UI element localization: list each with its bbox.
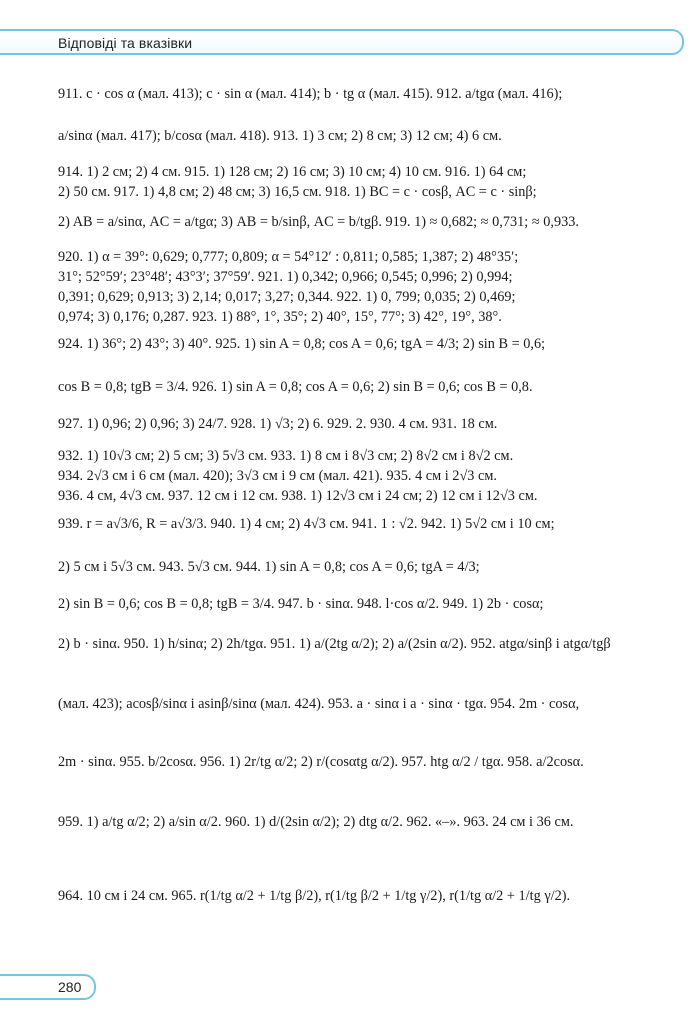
page-number: 280 bbox=[58, 979, 82, 995]
answer-line: 2) AB = a/sinα, AC = a/tgα; 3) AB = b/sinβ, AC = b/tgβ. 919. 1) ≈ 0,682; ≈ 0,731; ≈ 0,933. bbox=[58, 214, 579, 230]
answer-line: 2) 5 см і 5√3 см. 943. 5√3 см. 944. 1) sin A = 0,8; cos A = 0,6; tgA = 4/3; bbox=[58, 559, 480, 575]
answer-line: 2m · sinα. 955. b/2cosα. 956. 1) 2r/tg α/2; 2) r/(cosαtg α/2). 957. htg α/2 / tgα. 958. a/2cosα. bbox=[58, 754, 584, 770]
section-title: Відповіді та вказівки bbox=[58, 35, 193, 51]
answer-line: 2) b · sinα. 950. 1) h/sinα; 2) 2h/tgα. 951. 1) a/(2tg α/2); 2) a/(2sin α/2). 952. atgα/sinβ і atgα/tgβ bbox=[58, 636, 611, 652]
answer-line: 914. 1) 2 см; 2) 4 см. 915. 1) 128 см; 2) 16 см; 3) 10 см; 4) 10 см. 916. 1) 64 см; bbox=[58, 164, 527, 180]
answer-line: 911. c · cos α (мал. 413); c · sin α (мал. 414); b · tg α (мал. 415). 912. a/tgα (мал. 416); bbox=[58, 86, 563, 102]
answer-line: (мал. 423); acosβ/sinα і asinβ/sinα (мал. 424). 953. a · sinα і a · sinα · tgα. 954. 2m · cosα, bbox=[58, 696, 580, 712]
header-bar bbox=[0, 29, 684, 55]
answer-line: 936. 4 см, 4√3 см. 937. 12 см і 12 см. 938. 1) 12√3 см і 24 см; 2) 12 см і 12√3 см. bbox=[58, 488, 538, 504]
answer-line: 932. 1) 10√3 см; 2) 5 см; 3) 5√3 см. 933. 1) 8 см і 8√3 см; 2) 8√2 см і 8√2 см. bbox=[58, 448, 514, 464]
answer-line: 964. 10 см і 24 см. 965. r(1/tg α/2 + 1/tg β/2), r(1/tg β/2 + 1/tg γ/2), r(1/tg α/2 + 1/tg γ/2). bbox=[58, 888, 571, 904]
answer-line: 31°; 52°59′; 23°48′; 43°3′; 37°59′. 921. 1) 0,342; 0,966; 0,545; 0,996; 2) 0,994; bbox=[58, 269, 513, 285]
answer-line: 939. r = a√3/6, R = a√3/3. 940. 1) 4 см; 2) 4√3 см. 941. 1 : √2. 942. 1) 5√2 см і 10 см; bbox=[58, 516, 555, 532]
page-number-tab bbox=[0, 974, 96, 1000]
answer-line: 2) sin B = 0,6; cos B = 0,8; tgB = 3/4. 947. b · sinα. 948. l·cos α/2. 949. 1) 2b · cosα; bbox=[58, 596, 544, 612]
answer-line: 959. 1) a/tg α/2; 2) a/sin α/2. 960. 1) d/(2sin α/2); 2) dtg α/2. 962. «–». 963. 24 см і 36 см. bbox=[58, 814, 574, 830]
answer-line: 924. 1) 36°; 2) 43°; 3) 40°. 925. 1) sin A = 0,8; cos A = 0,6; tgA = 4/3; 2) sin B = 0,6; bbox=[58, 336, 546, 352]
answer-line: 920. 1) α = 39°: 0,629; 0,777; 0,809; α = 54°12′ : 0,811; 0,585; 1,387; 2) 48°35′; bbox=[58, 249, 519, 265]
answer-line: 934. 2√3 см і 6 см (мал. 420); 3√3 см і 9 см (мал. 421). 935. 4 см і 2√3 см. bbox=[58, 468, 497, 484]
answer-line: 2) 50 см. 917. 1) 4,8 см; 2) 48 см; 3) 16,5 см. 918. 1) BC = c · cosβ, AC = c · sinβ; bbox=[58, 184, 537, 200]
answer-line: cos B = 0,8; tgB = 3/4. 926. 1) sin A = 0,8; cos A = 0,6; 2) sin B = 0,6; cos B = 0,8. bbox=[58, 379, 533, 395]
answer-line: a/sinα (мал. 417); b/cosα (мал. 418). 913. 1) 3 см; 2) 8 см; 3) 12 см; 4) 6 см. bbox=[58, 128, 502, 144]
answer-line: 927. 1) 0,96; 2) 0,96; 3) 24/7. 928. 1) √3; 2) 6. 929. 2. 930. 4 см. 931. 18 см. bbox=[58, 416, 498, 432]
answer-line: 0,391; 0,629; 0,913; 3) 2,14; 0,017; 3,27; 0,344. 922. 1) 0, 799; 0,035; 2) 0,469; bbox=[58, 289, 516, 305]
answer-line: 0,974; 3) 0,176; 0,287. 923. 1) 88°, 1°, 35°; 2) 40°, 15°, 77°; 3) 42°, 19°, 38°. bbox=[58, 309, 502, 325]
